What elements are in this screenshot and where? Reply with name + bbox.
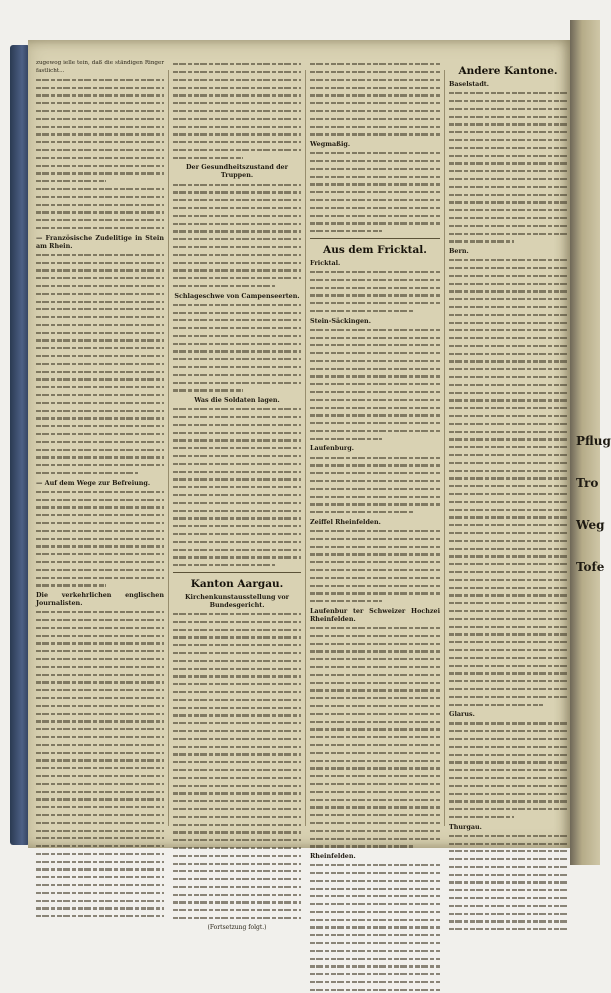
- section-heading: Der Gesundheitszustand der Truppen.: [186, 163, 288, 180]
- body-text: [310, 453, 440, 515]
- next-page-edge: [570, 20, 611, 865]
- body-text: [449, 89, 567, 245]
- newspaper-page: [28, 40, 573, 931]
- section-heading: Thurgau.: [449, 822, 482, 831]
- column-2: [173, 60, 301, 931]
- column-divider: [305, 70, 306, 826]
- body-text: [310, 326, 440, 443]
- body-text: [36, 76, 164, 232]
- body-text: [310, 268, 440, 315]
- body-text: [173, 405, 301, 569]
- section-heading: Zeiffel Rheinfelden.: [310, 517, 381, 526]
- edge-word: Tro: [576, 476, 599, 490]
- section-rule: [173, 572, 301, 573]
- section-heading: Laufenbur ter Schweizer Hochzei Rheinfelden.: [310, 606, 440, 623]
- edge-word: Tofe: [576, 560, 605, 574]
- section-heading: Laufenburg.: [310, 444, 354, 453]
- body-text: [173, 610, 301, 922]
- column-divider: [168, 70, 169, 826]
- body-text: [449, 719, 567, 820]
- body-text: [173, 180, 301, 289]
- section-rule: [310, 238, 440, 239]
- body-text: [310, 861, 440, 993]
- section-heading: Baselstadt.: [449, 80, 489, 88]
- section-heading: Fricktal.: [310, 258, 341, 267]
- body-text: [173, 60, 301, 161]
- body-text: [449, 256, 567, 708]
- section-heading: Schlageschwe von Campenseerten.: [174, 291, 300, 300]
- body-text: [449, 832, 567, 933]
- section-title-fricktal: Aus dem Fricktal.: [323, 243, 427, 256]
- body-text: [310, 624, 440, 850]
- body-text: [310, 149, 440, 235]
- column-3: [310, 60, 440, 860]
- column-4: [449, 60, 567, 832]
- body-text: [36, 608, 164, 920]
- section-heading: — Französische Zudelitige in Stein am Rhein.: [36, 233, 164, 250]
- column-1-lead-text: zugewog ielle tein, daß die ständigen Ringer fastlicht...: [36, 60, 164, 74]
- section-title-aargau: Kanton Aargau.: [190, 577, 284, 590]
- book-binding: [10, 45, 30, 845]
- body-text: [173, 301, 301, 395]
- continuation-note: (Fortsetzung folgt.): [207, 923, 267, 931]
- section-heading: Rheinfelden.: [310, 851, 356, 860]
- body-text: [36, 488, 164, 589]
- section-heading: Bern.: [449, 246, 469, 255]
- edge-word: Weg: [576, 518, 605, 532]
- body-text: [310, 60, 440, 138]
- section-title-andere-kantone: Andere Kantone.: [458, 65, 558, 77]
- column-1: [36, 60, 164, 832]
- section-heading: Was die Soldaten lagen.: [194, 396, 280, 405]
- edge-word: Pflug: [576, 434, 611, 448]
- section-heading: Die verkehrlichen englischen Journalisten.: [36, 591, 164, 607]
- column-divider: [444, 70, 445, 826]
- section-heading: Wegmaßig.: [310, 139, 351, 148]
- body-text: [310, 527, 440, 605]
- body-text: [36, 251, 164, 477]
- section-heading: Stein-Säckingen.: [310, 316, 371, 325]
- section-heading: — Auf dem Wege zur Befreiung.: [36, 478, 151, 487]
- section-heading: Glarus.: [449, 710, 475, 719]
- section-heading: Kirchenkunstausstellung vor Bundesgericht.: [184, 592, 290, 609]
